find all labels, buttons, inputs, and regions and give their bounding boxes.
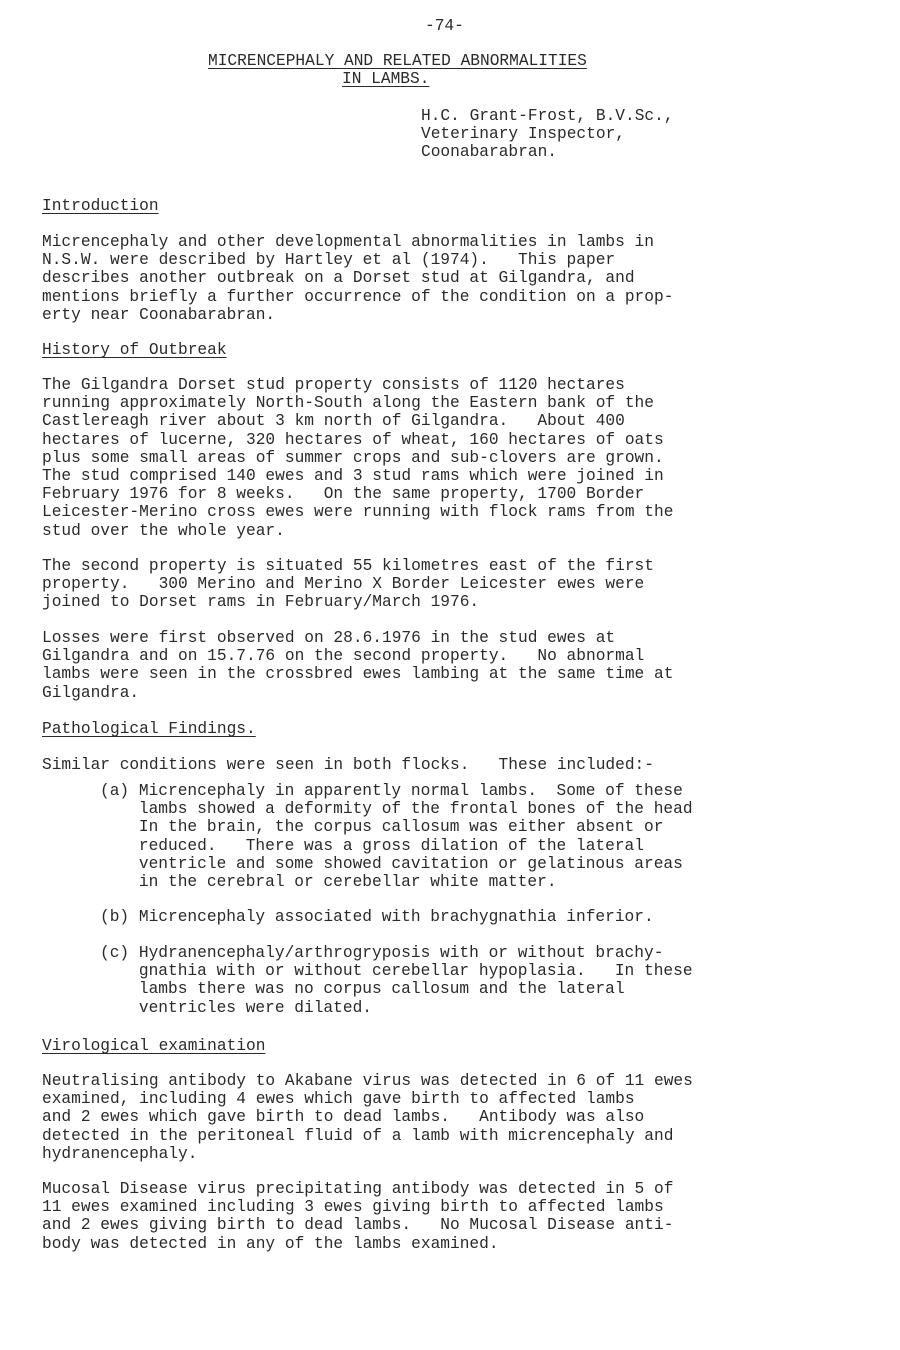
text-line: mentions briefly a further occurrence of the condition on a prop- (42, 287, 674, 306)
title-line-1: MICRENCEPHALY AND RELATED ABNORMALITIES (208, 52, 587, 70)
text-line: reduced. There was a gross dilation of the lateral (100, 836, 644, 855)
paragraph-virological-1 (42, 1072, 693, 1163)
text-line: In the brain, the corpus callosum was either absent or (100, 818, 664, 837)
title-line-2: IN LAMBS. (342, 70, 430, 88)
paragraph-virological-2 (42, 1180, 673, 1253)
text-line: The second property is situated 55 kilometres east of the first (42, 557, 654, 575)
text-line: lambs there was no corpus callosum and the lateral (100, 980, 625, 999)
page-number: -74- (425, 17, 464, 35)
text-line: The stud comprised 140 ewes and 3 stud rams which were joined in (42, 467, 664, 486)
pathological-intro: Similar conditions were seen in both flocks. These included:- (42, 756, 654, 774)
list-item-a (100, 782, 693, 891)
heading-virological: Virological examination (42, 1037, 266, 1055)
text-line: (c) Hydranencephaly/arthrogryposis with or without brachy- (100, 944, 664, 962)
heading-pathological: Pathological Findings. (42, 720, 256, 738)
text-line: Mucosal Disease virus precipitating antibody was detected in 5 of (42, 1180, 674, 1198)
text-line: hectares of lucerne, 320 hectares of wheat, 160 hectares of oats (42, 430, 664, 449)
text-line: (a) Micrencephaly in apparently normal lambs. Some of these (100, 782, 683, 800)
text-line: N.S.W. were described by Hartley et al (1974). This paper (42, 251, 616, 270)
text-line: Gilgandra. (42, 683, 140, 702)
text-line: hydranencephaly. (42, 1144, 198, 1163)
text-line: plus some small areas of summer crops and sub-clovers are grown. (42, 448, 664, 467)
text-line: ventricles were dilated. (100, 998, 372, 1017)
author-location: Coonabarabran. (421, 143, 557, 162)
text-line: and 2 ewes giving birth to dead lambs. No Mucosal Disease anti- (42, 1216, 674, 1235)
text-line: describes another outbreak on a Dorset stud at Gilgandra, and (42, 269, 635, 288)
text-line: detected in the peritoneal fluid of a lamb with micrencephaly and (42, 1126, 674, 1145)
text-line: Gilgandra and on 15.7.76 on the second property. No abnormal (42, 647, 645, 666)
list-item-c (100, 944, 693, 1017)
text-line: running approximately North-South along the Eastern bank of the (42, 394, 654, 413)
text-line: in the cerebral or cerebellar white matter. (100, 873, 557, 892)
text-line: gnathia with or without cerebellar hypoplasia. In these (100, 962, 693, 981)
text-line: erty near Coonabarabran. (42, 305, 276, 324)
text-line: joined to Dorset rams in February/March 1976. (42, 593, 480, 612)
paragraph-history-3 (42, 629, 673, 702)
text-line: Leicester-Merino cross ewes were running with flock rams from the (42, 503, 674, 522)
heading-history: History of Outbreak (42, 341, 227, 359)
author-name: H.C. Grant-Frost, B.V.Sc., (421, 107, 674, 125)
text-line: The Gilgandra Dorset stud property consists of 1120 hectares (42, 376, 625, 394)
text-line: Castlereagh river about 3 km north of Gilgandra. About 400 (42, 412, 625, 431)
text-line: 11 ewes examined including 3 ewes giving birth to affected lambs (42, 1198, 664, 1217)
author-block (421, 107, 674, 162)
author-title: Veterinary Inspector, (421, 125, 625, 144)
paragraph-introduction (42, 233, 673, 324)
text-line: Neutralising antibody to Akabane virus was detected in 6 of 11 ewes (42, 1072, 693, 1090)
list-item-b (100, 908, 654, 926)
text-line: stud over the whole year. (42, 521, 285, 540)
text-line: ventricle and some showed cavitation or gelatinous areas (100, 854, 683, 873)
text-line: Micrencephaly and other developmental abnormalities in lambs in (42, 233, 654, 251)
paragraph-history-1 (42, 376, 673, 540)
text-line: February 1976 for 8 weeks. On the same property, 1700 Border (42, 485, 645, 504)
text-line: lambs showed a deformity of the frontal bones of the head (100, 800, 693, 819)
text-line: lambs were seen in the crossbred ewes lambing at the same time at (42, 665, 674, 684)
text-line: body was detected in any of the lambs examined. (42, 1234, 499, 1253)
text-line: property. 300 Merino and Merino X Border Leicester ewes were (42, 575, 645, 594)
text-line: (b) Micrencephaly associated with brachygnathia inferior. (100, 908, 654, 926)
heading-introduction: Introduction (42, 197, 159, 215)
paragraph-history-2 (42, 557, 654, 612)
text-line: Losses were first observed on 28.6.1976 in the stud ewes at (42, 629, 616, 647)
text-line: examined, including 4 ewes which gave birth to affected lambs (42, 1090, 635, 1109)
text-line: and 2 ewes which gave birth to dead lambs. Antibody was also (42, 1108, 645, 1127)
